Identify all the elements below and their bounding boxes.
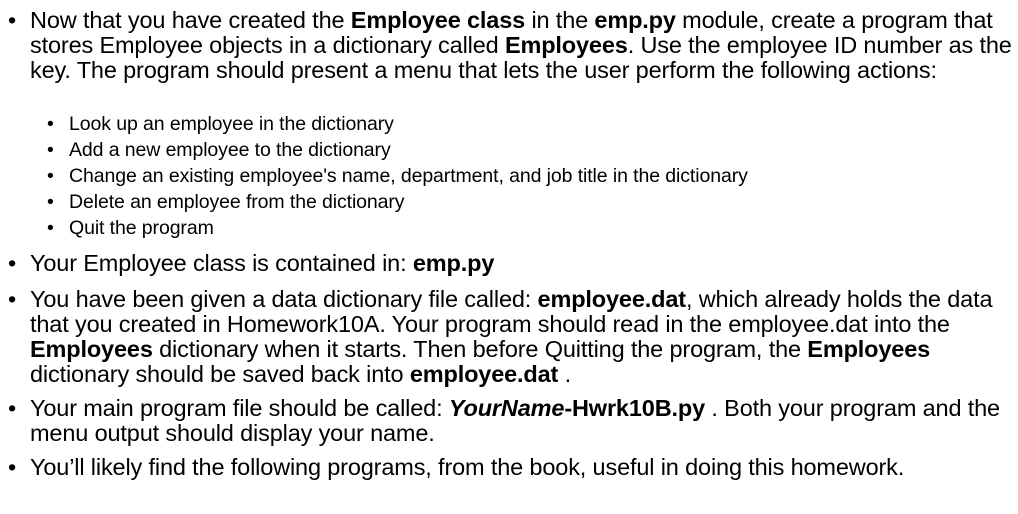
bullet-data-file — [8, 287, 1012, 387]
bullet-icon: • — [8, 454, 17, 480]
bullet-create-program — [8, 8, 1012, 83]
bullet-main-program-file — [8, 396, 1012, 446]
list-item: • Change an existing employee's name, department, and job title in the dictionary — [47, 165, 748, 187]
bullet-text: Your main program file should be called: YourName-Hwrk10B.py . Both your program and the menu output should display your name. — [30, 395, 1000, 446]
bullet-text: You’ll likely find the following programs, from the book, useful in doing this homework. — [30, 454, 905, 480]
bullet-text: Now that you have created the Employee class in the emp.py module, create a program that stores Employee objects in a dictionary called Employees. Use the employee ID number as the key. The program should present a menu that lets the user perform the following actions: — [30, 7, 1012, 83]
list-item: • Look up an employee in the dictionary — [47, 113, 394, 135]
list-item: • Delete an employee from the dictionary — [47, 191, 405, 213]
bullet-text: You have been given a data dictionary file called: employee.dat, which already holds the data that you created in Homework10A. Your program should read in the employee.dat into the Employees dictionary when it starts. Then before Quitting the program, the Employees dictionary should be saved back into employee.dat . — [30, 286, 993, 387]
your-name-term: YourName — [448, 395, 565, 421]
hwrk10b-filename: -Hwrk10B.py — [564, 395, 706, 421]
bullet-icon: • — [8, 286, 17, 312]
employee-class-term: Employee class — [350, 7, 526, 33]
bullet-icon: • — [47, 165, 54, 187]
bullet-employee-class-file — [8, 251, 1012, 276]
bullet-icon: • — [8, 395, 17, 421]
employees-term: Employees — [30, 336, 153, 362]
bullet-text: Your Employee class is contained in: emp.py — [30, 250, 495, 276]
bullet-icon: • — [47, 113, 54, 135]
bullet-icon: • — [8, 250, 17, 276]
employee-dat-term: employee.dat — [537, 286, 686, 312]
employees-term: Employees — [504, 32, 628, 58]
bullet-book-programs — [8, 455, 1012, 480]
menu-actions-list — [47, 111, 987, 241]
bullet-icon: • — [47, 217, 54, 239]
list-item: • Add a new employee to the dictionary — [47, 139, 391, 161]
emp-py-term: emp.py — [412, 250, 495, 276]
bullet-icon: • — [8, 7, 17, 33]
bullet-icon: • — [47, 191, 54, 213]
list-item: • Quit the program — [47, 217, 214, 239]
employees-term: Employees — [807, 336, 931, 362]
employee-dat-term: employee.dat — [409, 361, 559, 387]
bullet-icon: • — [47, 139, 54, 161]
emp-py-term: emp.py — [594, 7, 676, 33]
